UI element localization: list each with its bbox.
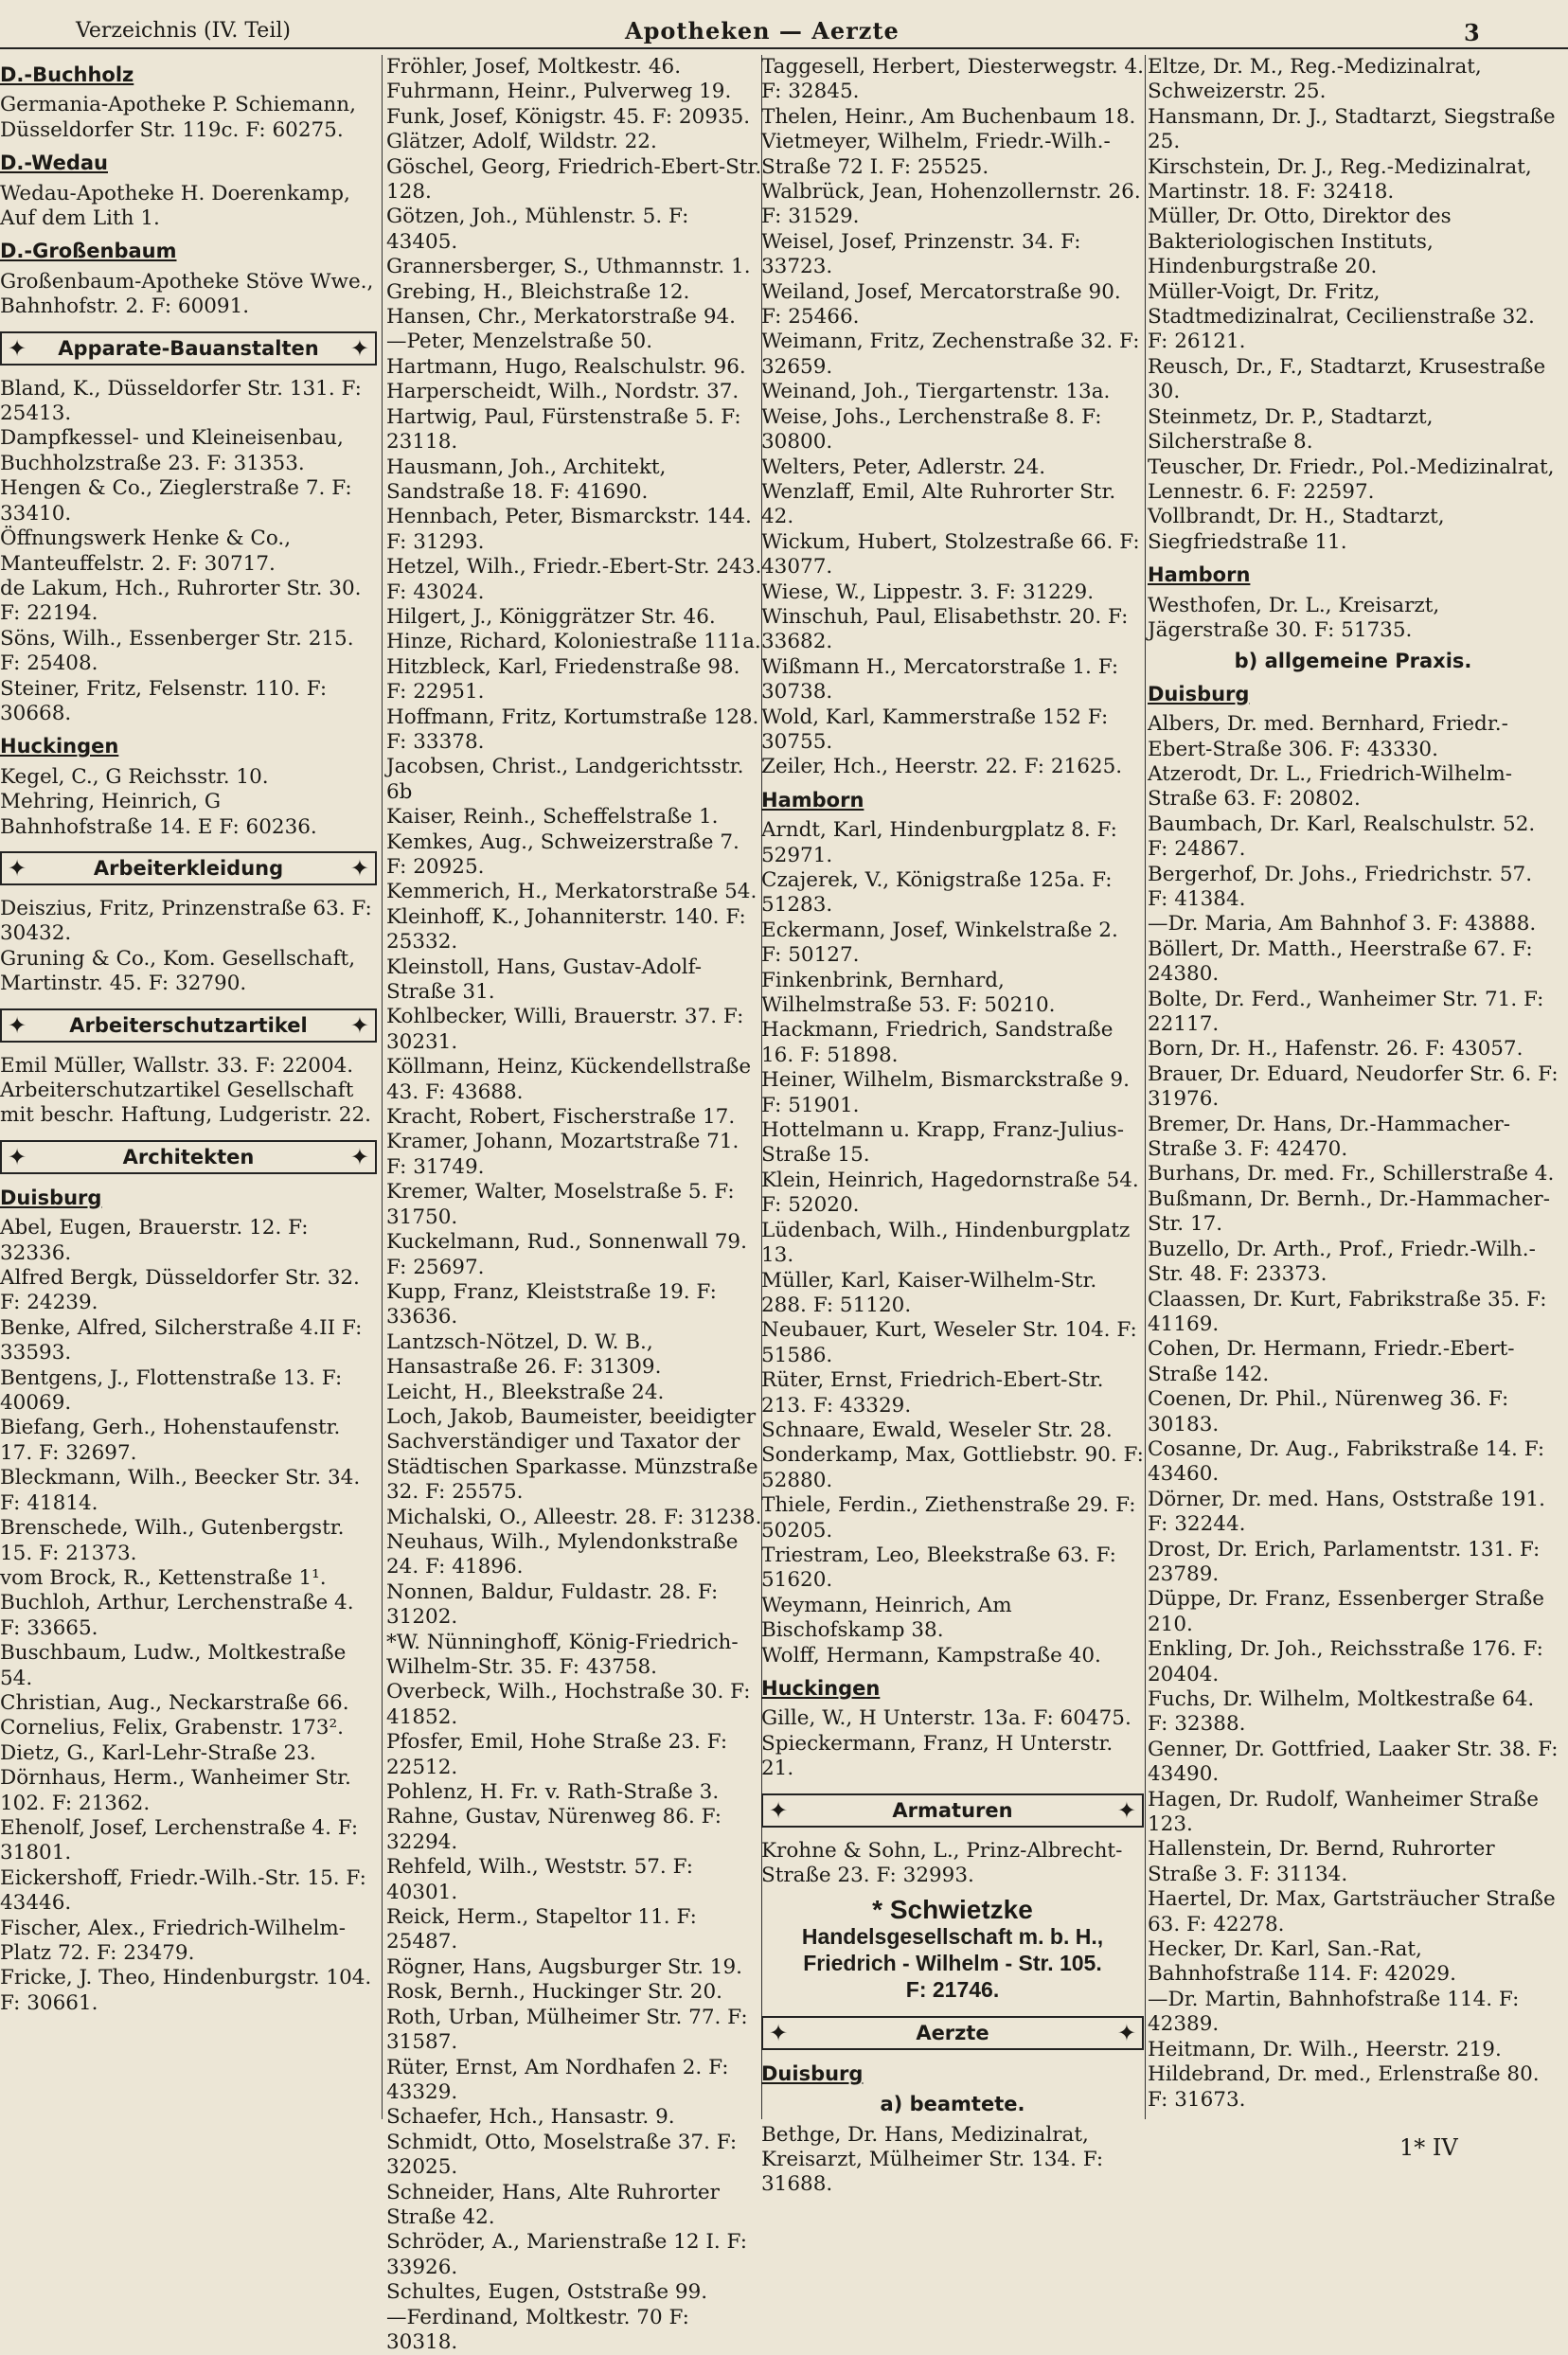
directory-entry: Wold, Karl, Kammerstraße 152 F: 30755.	[761, 705, 1109, 754]
directory-entry: Schröder, A., Marienstraße 12 I. F: 33926.	[386, 2230, 747, 2279]
directory-entry: Burhans, Dr. med. Fr., Schillerstraße 4.	[1148, 1162, 1555, 1186]
directory-entry: Kleinhoff, K., Johanniterstr. 140. F: 25332.	[386, 904, 746, 954]
directory-entry: Vollbrandt, Dr. H., Stadtarzt, Siegfriedstraße 11.	[1148, 505, 1445, 554]
directory-entry: Dörner, Dr. med. Hans, Oststraße 191. F: 32244.	[1148, 1487, 1545, 1537]
directory-entry: Düppe, Dr. Franz, Essenberger Straße 210.	[1148, 1587, 1544, 1636]
directory-entry: Steiner, Fritz, Felsenstr. 110. F: 30668.	[0, 676, 328, 725]
directory-entry: Biefang, Gerh., Hohenstaufenstr. 17. F: 32697.	[0, 1416, 341, 1465]
directory-entry: Kirschstein, Dr. J., Reg.-Medizinalrat, Martinstr. 18. F: 32418.	[1148, 154, 1532, 205]
directory-entry: Arbeiterschutzartikel Gesellschaft mit beschr. Haftung, Ludgeristr. 22.	[0, 1079, 371, 1128]
directory-entry: Rögner, Hans, Augsburger Str. 19.	[386, 1954, 742, 1979]
directory-entry: Buzello, Dr. Arth., Prof., Friedr.-Wilh.-Str. 48. F: 23373.	[1148, 1237, 1536, 1287]
directory-entry: Mehring, Heinrich, G Bahnhofstraße 14. E F: 60236.	[0, 790, 317, 839]
directory-entry: Weimann, Fritz, Zechenstraße 32. F: 32659.	[761, 330, 1140, 379]
subsection-heading: b) allgemeine Praxis.	[1234, 650, 1472, 673]
directory-entry: Grannersberger, S., Uthmannstr. 1.	[386, 255, 751, 279]
directory-entry: Bethge, Dr. Hans, Medizinalrat, Kreisarzt, Mülheimer Str. 134. F: 31688.	[761, 2122, 1104, 2197]
directory-entry: Pfosfer, Emil, Hohe Straße 23. F: 22512.	[386, 1730, 728, 1779]
directory-entry: Schneider, Hans, Alte Ruhrorter Straße 42.	[386, 2180, 720, 2229]
place-heading: Huckingen	[761, 1677, 881, 1700]
directory-entry: Bland, K., Düsseldorfer Str. 131. F: 25413.	[0, 376, 362, 426]
directory-entry: Kleinstoll, Hans, Gustav-Adolf-Straße 31.	[386, 954, 703, 1005]
directory-entry: Großenbaum-Apotheke Stöve Wwe., Bahnhofstr. 2. F: 60091.	[0, 269, 374, 319]
ornament-icon: ✦	[8, 854, 27, 882]
directory-entry: Cosanne, Dr. Aug., Fabrikstraße 14. F: 43460.	[1148, 1436, 1545, 1487]
directory-entry: Rehfeld, Wilh., Weststr. 57. F: 40301.	[386, 1855, 693, 1904]
ornament-icon: ✦	[1116, 2019, 1136, 2046]
directory-entry: Weise, Johs., Lerchenstraße 8. F: 30800.	[761, 404, 1102, 455]
directory-entry: Gille, W., H Unterstr. 13a. F: 60475.	[761, 1706, 1131, 1731]
directory-entry: Bremer, Dr. Hans, Dr.-Hammacher-Straße 3. F: 42470.	[1148, 1112, 1511, 1162]
directory-entry: Eltze, Dr. M., Reg.-Medizinalrat, Schweizerstr. 25.	[1148, 55, 1482, 104]
directory-entry: Buchloh, Arthur, Lerchenstraße 4. F: 33665.	[0, 1591, 354, 1640]
directory-entry: Nonnen, Baldur, Fuldastr. 28. F: 31202.	[386, 1579, 719, 1630]
directory-entry: Cohen, Dr. Hermann, Friedr.-Ebert-Straße 142.	[1148, 1337, 1515, 1386]
directory-entry: *W. Nünninghoff, König-Friedrich-Wilhelm-Str. 35. F: 43758.	[386, 1630, 739, 1679]
directory-entry: Kaiser, Reinh., Scheffelstraße 1.	[386, 805, 719, 830]
category-banner	[0, 1140, 377, 1174]
signature-mark: 1* IV	[1399, 2134, 1458, 2161]
directory-entry: Michalski, O., Alleestr. 28. F: 31238.	[386, 1505, 762, 1529]
directory-entry: Triestram, Leo, Bleekstraße 63. F: 51620.	[761, 1543, 1116, 1593]
directory-entry: Schnaare, Ewald, Weseler Str. 28.	[761, 1418, 1113, 1442]
directory-entry: Hagen, Dr. Rudolf, Wanheimer Straße 123.	[1148, 1787, 1539, 1837]
directory-entry: Wißmann H., Mercatorstraße 1. F: 30738.	[761, 654, 1119, 705]
directory-entry: Pohlenz, H. Fr. v. Rath-Straße 3.	[386, 1780, 720, 1805]
directory-entry: Dampfkessel- und Kleineisenbau, Buchholzstraße 23. F: 31353.	[0, 426, 344, 475]
directory-entry: Hengen & Co., Zieglerstraße 7. F: 33410.	[0, 476, 352, 526]
directory-entry: Hottelmann u. Krapp, Franz-Julius-Straße 15.	[761, 1118, 1124, 1168]
directory-entry: Reusch, Dr., F., Stadtarzt, Krusestraße 30.	[1148, 354, 1546, 404]
directory-entry: Czajerek, V., Königstraße 125a. F: 51283.	[761, 868, 1113, 918]
directory-entry: Bußmann, Dr. Bernh., Dr.-Hammacher-Str. 17.	[1148, 1186, 1550, 1237]
directory-entry: Öffnungswerk Henke & Co., Manteuffelstr. 2. F: 30717.	[0, 526, 292, 576]
directory-entry: Söns, Wilh., Essenberger Str. 215. F: 25408.	[0, 626, 354, 676]
category-title: Arbeiterkleidung	[93, 856, 284, 880]
directory-entry: Atzerodt, Dr. L., Friedrich-Wilhelm-Straße 63. F: 20802.	[1148, 761, 1512, 812]
running-title: Verzeichnis (IV. Teil)	[76, 19, 291, 43]
directory-entry: Arndt, Karl, Hindenburgplatz 8. F: 52971.	[761, 818, 1117, 867]
directory-entry: Thelen, Heinr., Am Buchenbaum 18.	[761, 104, 1136, 129]
directory-entry: Rosk, Bernh., Huckinger Str. 20.	[386, 1980, 722, 2005]
directory-entry: Emil Müller, Wallstr. 33. F: 22004.	[0, 1053, 354, 1078]
place-heading: D.-Großenbaum	[0, 240, 177, 263]
directory-entry: Bleckmann, Wilh., Beecker Str. 34. F: 41814.	[0, 1466, 361, 1515]
directory-entry: Rüter, Ernst, Am Nordhafen 2. F: 43329.	[386, 2055, 729, 2104]
ad-line: Friedrich - Wilhelm - Str. 105.	[803, 1950, 1102, 1975]
directory-entry: Wickum, Hubert, Stolzestraße 66. F: 43077.	[761, 529, 1140, 580]
directory-entry: Hitzbleck, Karl, Friedenstraße 98. F: 22951.	[386, 654, 740, 705]
directory-entry: Weymann, Heinrich, Am Bischofskamp 38.	[761, 1593, 1012, 1643]
directory-entry: Loch, Jakob, Baumeister, beeidigter Sachverständiger und Taxator der Städtischen Sparkasse. Münzstraße 32. F: 25575.	[386, 1404, 758, 1505]
ornament-icon: ✦	[8, 1011, 27, 1039]
directory-entry: Thiele, Ferdin., Ziethenstraße 29. F: 50205.	[761, 1493, 1136, 1543]
directory-entry: Müller, Dr. Otto, Direktor des Bakteriologischen Instituts, Hindenburgstraße 20.	[1148, 205, 1452, 279]
directory-entry: Böllert, Dr. Matth., Heerstraße 67. F: 24380.	[1148, 937, 1533, 987]
directory-entry: Harperscheidt, Wilh., Nordstr. 37.	[386, 380, 739, 404]
category-title: Aerzte	[916, 2021, 989, 2044]
directory-entry: Overbeck, Wilh., Hochstraße 30. F: 41852.	[386, 1680, 751, 1729]
directory-entry: Kupp, Franz, Kleiststraße 19. F: 33636.	[386, 1279, 717, 1329]
directory-entry: Hecker, Dr. Karl, San.-Rat, Bahnhofstraße 114. F: 42029.	[1148, 1937, 1456, 1987]
directory-entry: Haertel, Dr. Max, Gartsträucher Straße 63. F: 42278.	[1148, 1887, 1556, 1936]
directory-entry: Müller, Karl, Kaiser-Wilhelm-Str. 288. F: 51120.	[761, 1268, 1097, 1317]
directory-entry: Buschbaum, Ludw., Moltkestraße 54.	[0, 1641, 347, 1690]
ad-line: Handelsgesellschaft m. b. H.,	[801, 1923, 1104, 1949]
directory-entry: Sonderkamp, Max, Gottliebstr. 90. F: 52880.	[761, 1443, 1144, 1492]
ornament-icon: ✦	[349, 1011, 369, 1039]
directory-entry: Schaefer, Hch., Hansastr. 9.	[386, 2105, 675, 2130]
directory-entry: Götzen, Joh., Mühlenstr. 5. F: 43405.	[386, 205, 689, 254]
directory-entry: Hackmann, Friedrich, Sandstraße 16. F: 51898.	[761, 1018, 1114, 1067]
place-heading: Huckingen	[0, 735, 119, 758]
directory-entry: Weinand, Joh., Tiergartenstr. 13a.	[761, 380, 1111, 404]
directory-entry: Cornelius, Felix, Grabenstr. 173².	[0, 1716, 344, 1740]
directory-entry: Alfred Bergk, Düsseldorfer Str. 32. F: 24239.	[0, 1266, 360, 1315]
directory-entry: Hetzel, Wilh., Friedr.-Ebert-Str. 243. F: 43024.	[386, 555, 762, 604]
directory-entry: Eckermann, Josef, Winkelstraße 2. F: 50127.	[761, 918, 1118, 968]
subsection-heading: a) beamtete.	[880, 2093, 1025, 2116]
directory-entry: Germania-Apotheke P. Schiemann, Düsseldorfer Str. 119c. F: 60275.	[0, 93, 356, 142]
directory-entry: Ehenolf, Josef, Lerchenstraße 4. F: 31801.	[0, 1815, 359, 1865]
category-title: Armaturen	[892, 1798, 1013, 1822]
directory-entry: Hildebrand, Dr. med., Erlenstraße 80. F: 31673.	[1148, 2062, 1540, 2112]
ornament-icon: ✦	[1116, 1796, 1136, 1824]
category-title: Arbeiterschutzartikel	[69, 1013, 308, 1037]
ad-line: F: 21746.	[905, 1976, 1000, 2002]
directory-entry: —Dr. Martin, Bahnhofstraße 114. F: 42389.	[1148, 1987, 1520, 2037]
directory-entry: Baumbach, Dr. Karl, Realschulstr. 52. F: 24867.	[1148, 812, 1536, 862]
directory-entry: Walbrück, Jean, Hohenzollernstr. 26. F: 31529.	[761, 180, 1141, 229]
directory-entry: Krohne & Sohn, L., Prinz-Albrecht-Straße 23. F: 32993.	[761, 1838, 1123, 1888]
directory-entry: Kegel, C., G Reichsstr. 10.	[0, 764, 269, 789]
directory-entry: Schmidt, Otto, Moselstraße 37. F: 32025.	[386, 2130, 738, 2180]
category-banner	[0, 1008, 377, 1043]
category-banner	[0, 331, 377, 366]
directory-entry: Wedau-Apotheke H. Doerenkamp, Auf dem Lith 1.	[0, 181, 350, 231]
directory-entry: Heitmann, Dr. Wilh., Heerstr. 219.	[1148, 2037, 1502, 2061]
place-heading: D.-Wedau	[0, 152, 108, 175]
category-banner	[0, 851, 377, 885]
directory-entry: Brenschede, Wilh., Gutenbergstr. 15. F: 21373.	[0, 1516, 345, 1565]
directory-entry: Eickershoff, Friedr.-Wilh.-Str. 15. F: 43446.	[0, 1865, 366, 1916]
directory-entry: Spieckermann, Franz, H Unterstr. 21.	[761, 1731, 1114, 1781]
ornament-icon: ✦	[349, 854, 369, 882]
page-header	[0, 6, 1568, 49]
directory-entry: Lüdenbach, Wilh., Hindenburgplatz 13.	[761, 1218, 1131, 1268]
directory-entry: Funk, Josef, Königstr. 45. F: 20935.	[386, 104, 751, 129]
directory-entry: Köllmann, Heinz, Kückendellstraße 43. F: 43688.	[386, 1055, 752, 1104]
directory-entry: Kuckelmann, Rud., Sonnenwall 79. F: 25697.	[386, 1230, 747, 1279]
ornament-icon: ✦	[769, 2019, 789, 2046]
directory-entry: Wenzlaff, Emil, Alte Ruhrorter Str. 42.	[761, 479, 1116, 529]
directory-entry: Wolff, Hermann, Kampstraße 40.	[761, 1643, 1101, 1668]
column-3	[761, 55, 1144, 2197]
directory-entry: Vietmeyer, Wilhelm, Friedr.-Wilh.-Straße 72 I. F: 25525.	[761, 130, 1111, 179]
directory-entry: Kramer, Johann, Mozartstraße 71. F: 31749.	[386, 1130, 739, 1179]
directory-entry: Fröhler, Josef, Moltkestr. 46.	[386, 55, 682, 79]
directory-entry: Heiner, Wilhelm, Bismarckstraße 9. F: 51901.	[761, 1068, 1130, 1117]
directory-entry: Westhofen, Dr. L., Kreisarzt, Jägerstraße 30. F: 51735.	[1148, 593, 1440, 642]
directory-entry: Hartmann, Hugo, Realschulstr. 96.	[386, 354, 746, 379]
directory-entry: Glätzer, Adolf, Wildstr. 22.	[386, 130, 657, 154]
directory-entry: Steinmetz, Dr. P., Stadtarzt, Silcherstraße 8.	[1148, 404, 1434, 455]
directory-entry: Fischer, Alex., Friedrich-Wilhelm-Platz 72. F: 23479.	[0, 1916, 347, 1965]
directory-entry: Schultes, Eugen, Oststraße 99.	[386, 2280, 708, 2305]
directory-entry: Brauer, Dr. Eduard, Neudorfer Str. 6. F: 31976.	[1148, 1062, 1559, 1112]
directory-entry: Jacobsen, Christ., Landgerichtsstr. 6b	[386, 755, 744, 804]
directory-entry: Kemmerich, H., Merkatorstraße 54.	[386, 880, 757, 904]
directory-entry: Leicht, H., Bleekstraße 24.	[386, 1380, 665, 1404]
ornament-icon: ✦	[349, 1143, 369, 1170]
column-1	[0, 55, 377, 2119]
directory-entry: Hallenstein, Dr. Bernd, Ruhrorter Straße 3. F: 31134.	[1148, 1837, 1495, 1886]
place-heading: D.-Buchholz	[0, 63, 134, 86]
category-title: Architekten	[122, 1145, 255, 1169]
column-divider	[382, 55, 383, 2119]
directory-entry: Hilgert, J., Königgrätzer Str. 46.	[386, 604, 716, 629]
directory-entry: Hansen, Chr., Merkatorstraße 94.	[386, 305, 737, 330]
directory-entry: —Dr. Maria, Am Bahnhof 3. F: 43888.	[1148, 912, 1537, 937]
column-divider	[1145, 55, 1146, 2119]
directory-entry: Born, Dr. H., Hafenstr. 26. F: 43057.	[1148, 1037, 1523, 1062]
directory-entry: Rüter, Ernst, Friedrich-Ebert-Str. 213. F: 43329.	[761, 1368, 1104, 1418]
place-heading: Hamborn	[761, 788, 864, 812]
directory-entry: Abel, Eugen, Brauerstr. 12. F: 32336.	[0, 1216, 309, 1265]
directory-entry: Hausmann, Joh., Architekt, Sandstraße 18. F: 41690.	[386, 455, 667, 504]
directory-entry: Coenen, Dr. Phil., Nürenweg 36. F: 30183.	[1148, 1387, 1509, 1436]
directory-entry: Deiszius, Fritz, Prinzenstraße 63. F: 30432.	[0, 896, 372, 946]
directory-entry: Wiese, W., Lippestr. 3. F: 31229.	[761, 580, 1095, 604]
place-heading: Hamborn	[1148, 563, 1251, 587]
directory-entry: Hoffmann, Fritz, Kortumstraße 128. F: 33378.	[386, 705, 759, 754]
advertisement	[761, 1895, 1144, 2002]
directory-entry: de Lakum, Hch., Ruhrorter Str. 30. F: 22194.	[0, 576, 362, 626]
directory-entry: Grebing, H., Bleichstraße 12.	[386, 279, 690, 304]
directory-entry: —Ferdinand, Moltkestr. 70 F: 30318.	[386, 2305, 689, 2354]
directory-entry: Taggesell, Herbert, Diesterwegstr. 4. F: 32845.	[761, 55, 1144, 104]
place-heading: Duisburg	[1148, 682, 1250, 705]
place-heading: Duisburg	[0, 1186, 102, 1209]
directory-entry: Hennbach, Peter, Bismarckstr. 144. F: 31293.	[386, 505, 752, 554]
directory-entry: Gruning & Co., Kom. Gesellschaft, Martinstr. 45. F: 32790.	[0, 946, 356, 996]
directory-entry: Kemkes, Aug., Schweizerstraße 7. F: 20925.	[386, 830, 739, 879]
directory-entry: Teuscher, Dr. Friedr., Pol.-Medizinalrat, Lennestr. 6. F: 22597.	[1148, 455, 1555, 504]
directory-entry: Benke, Alfred, Silcherstraße 4.II F: 33593.	[0, 1315, 363, 1365]
directory-entry: Kohlbecker, Willi, Brauerstr. 37. F: 30231.	[386, 1005, 744, 1054]
directory-entry: Christian, Aug., Neckarstraße 66.	[0, 1690, 349, 1715]
directory-entry: Genner, Dr. Gottfried, Laaker Str. 38. F: 43490.	[1148, 1737, 1559, 1787]
directory-entry: Bergerhof, Dr. Johs., Friedrichstr. 57. F: 41384.	[1148, 862, 1533, 911]
directory-entry: Roth, Urban, Mülheimer Str. 77. F: 31587.	[386, 2005, 748, 2055]
ornament-icon: ✦	[8, 1143, 27, 1170]
directory-entry: Claassen, Dr. Kurt, Fabrikstraße 35. F: 41169.	[1148, 1287, 1547, 1336]
category-title: Apparate-Bauanstalten	[58, 336, 319, 360]
directory-entry: Bentgens, J., Flottenstraße 13. F: 40069.	[0, 1365, 343, 1416]
directory-entry: Albers, Dr. med. Bernhard, Friedr.-Ebert-Straße 306. F: 43330.	[1148, 712, 1508, 761]
directory-entry: Hinze, Richard, Koloniestraße 111a.	[386, 630, 761, 654]
directory-entry: Kremer, Walter, Moselstraße 5. F: 31750.	[386, 1180, 735, 1229]
ornament-icon: ✦	[8, 334, 27, 362]
ornament-icon: ✦	[349, 334, 369, 362]
directory-entry: vom Brock, R., Kettenstraße 1¹.	[0, 1565, 327, 1590]
directory-entry: Müller-Voigt, Dr. Fritz, Stadtmedizinalrat, Cecilienstraße 32. F: 26121.	[1148, 279, 1535, 354]
directory-entry: Göschel, Georg, Friedrich-Ebert-Str. 128.	[386, 154, 762, 205]
advertiser-name: * Schwietzke	[872, 1895, 1033, 1925]
directory-entry: Neuhaus, Wilh., Mylendonkstraße 24. F: 41896.	[386, 1529, 739, 1579]
section-title: Apotheken — Aerzte	[625, 17, 900, 45]
place-heading: Duisburg	[761, 2061, 864, 2085]
directory-entry: Hansmann, Dr. J., Stadtarzt, Siegstraße 25.	[1148, 104, 1556, 154]
directory-entry: Fricke, J. Theo, Hindenburgstr. 104. F: 30661.	[0, 1966, 372, 2015]
directory-entry: Reick, Herm., Stapeltor 11. F: 25487.	[386, 1905, 697, 1954]
directory-entry: Enkling, Dr. Joh., Reichsstraße 176. F: 20404.	[1148, 1637, 1543, 1686]
category-banner	[761, 1793, 1144, 1828]
directory-entry: Hartwig, Paul, Fürstenstraße 5. F: 23118.	[386, 404, 741, 455]
directory-entry: Fuchs, Dr. Wilhelm, Moltkestraße 64. F: 32388.	[1148, 1687, 1535, 1737]
directory-entry: Neubauer, Kurt, Weseler Str. 104. F: 51586.	[761, 1318, 1137, 1367]
directory-entry: Rahne, Gustav, Nürenweg 86. F: 32294.	[386, 1805, 722, 1854]
directory-entry: Zeiler, Hch., Heerstr. 22. F: 21625.	[761, 755, 1123, 779]
directory-entry: Bolte, Dr. Ferd., Wanheimer Str. 71. F: 22117.	[1148, 987, 1544, 1037]
ornament-icon: ✦	[769, 1796, 789, 1824]
directory-entry: Kracht, Robert, Fischerstraße 17.	[386, 1105, 736, 1130]
column-2	[386, 55, 765, 2354]
directory-entry: Finkenbrink, Bernhard, Wilhelmstraße 53. F: 50210.	[761, 968, 1056, 1018]
column-4	[1148, 55, 1559, 2119]
directory-entry: Dietz, G., Karl-Lehr-Straße 23.	[0, 1740, 316, 1765]
directory-entry: Weiland, Josef, Mercatorstraße 90. F: 25466.	[761, 279, 1121, 330]
directory-entry: Welters, Peter, Adlerstr. 24.	[761, 455, 1046, 479]
category-banner	[761, 2016, 1144, 2050]
directory-entry: Drost, Dr. Erich, Parlamentstr. 131. F: 23789.	[1148, 1537, 1541, 1586]
directory-entry: Klein, Heinrich, Hagedornstraße 54. F: 52020.	[761, 1168, 1139, 1218]
directory-entry: Weisel, Josef, Prinzenstr. 34. F: 33723.	[761, 229, 1081, 279]
directory-entry: —Peter, Menzelstraße 50.	[386, 330, 653, 354]
directory-entry: Lantzsch-Nötzel, D. W. B., Hansastraße 26. F: 31309.	[386, 1329, 662, 1380]
page-number: 3	[1464, 19, 1480, 46]
directory-entry: Dörnhaus, Herm., Wanheimer Str. 102. F: 21362.	[0, 1766, 351, 1815]
directory-entry: Fuhrmann, Heinr., Pulverweg 19.	[386, 80, 732, 104]
directory-entry: Winschuh, Paul, Elisabethstr. 20. F: 33682.	[761, 604, 1129, 654]
